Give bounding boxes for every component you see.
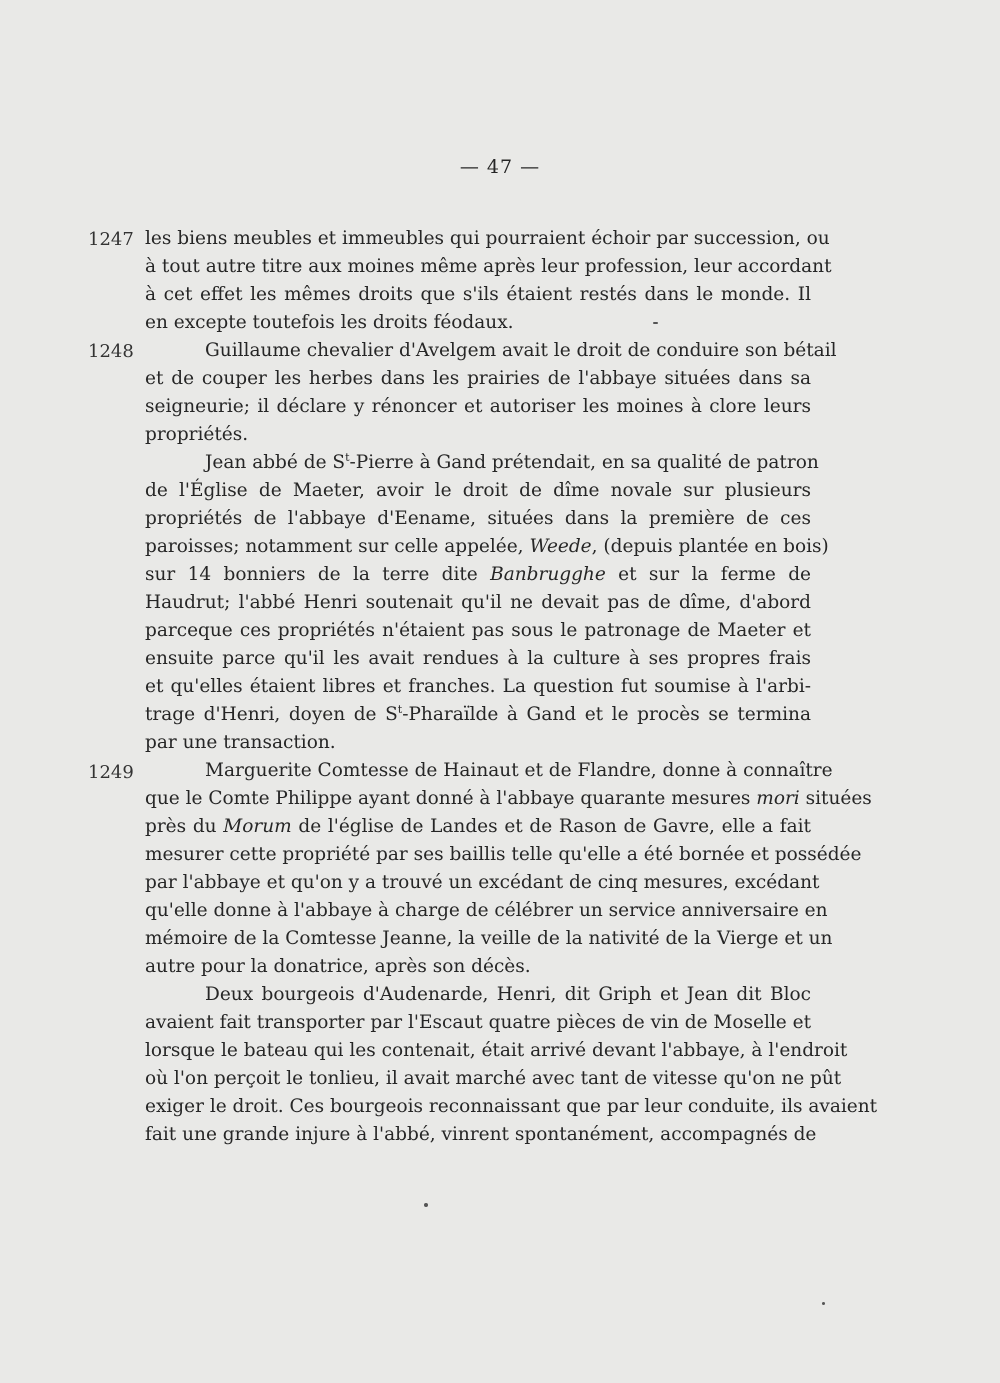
text-line: lorsque le bateau qui les contenait, était arrivé devant l'abbaye, à l'endroit: [145, 1040, 848, 1061]
margin-year: 1247: [88, 229, 134, 250]
text-line: où l'on perçoit le tonlieu, il avait marché avec tant de vitesse qu'on ne pût: [145, 1068, 842, 1089]
text-line: Deux bourgeois d'Audenarde, Henri, dit Griph et Jean dit Bloc: [205, 984, 811, 1005]
text-line: paroisses; notamment sur celle appelée, Weede, (depuis plantée en bois): [145, 536, 829, 557]
text-line: les biens meubles et immeubles qui pourraient échoir par succession, ou: [145, 228, 830, 249]
text-line: par l'abbaye et qu'on y a trouvé un excédant de cinq mesures, excédant: [145, 872, 820, 893]
text-line: de l'Église de Maeter, avoir le droit de dîme novale sur plusieurs: [145, 480, 811, 501]
text-line: sur 14 bonniers de la terre dite Banbrugghe et sur la ferme de: [145, 564, 811, 585]
text-line: en excepte toutefois les droits féodaux.: [145, 312, 514, 333]
text-line: à tout autre titre aux moines même après leur profession, leur accordant: [145, 256, 832, 277]
text-line: ensuite parce qu'il les avait rendues à la culture à ses propres frais: [145, 648, 811, 669]
margin-year: 1249: [88, 762, 134, 783]
text-line: et de couper les herbes dans les prairies de l'abbaye situées dans sa: [145, 368, 811, 389]
print-speck: [822, 1302, 825, 1305]
text-line: Guillaume chevalier d'Avelgem avait le droit de conduire son bétail: [205, 340, 837, 361]
print-speck: [653, 322, 658, 324]
text-line: et qu'elles étaient libres et franches. La question fut soumise à l'arbi-: [145, 676, 811, 697]
text-line: mesurer cette propriété par ses baillis telle qu'elle a été bornée et possédée: [145, 844, 862, 865]
text-line: propriétés.: [145, 424, 249, 445]
page-number: — 47 —: [459, 156, 541, 178]
text-line: Haudrut; l'abbé Henri soutenait qu'il ne devait pas de dîme, d'abord: [145, 592, 811, 613]
margin-year: 1248: [88, 341, 134, 362]
text-line: qu'elle donne à l'abbaye à charge de célébrer un service anniversaire en: [145, 900, 828, 921]
text-line: fait une grande injure à l'abbé, vinrent spontanément, accompagnés de: [145, 1124, 817, 1145]
text-line: trage d'Henri, doyen de $S^t$-Pharaïlde à Gand et le procès se termina: [145, 702, 811, 725]
text-line: par une transaction.: [145, 732, 336, 753]
text-line: mémoire de la Comtesse Jeanne, la veille de la nativité de la Vierge et un: [145, 928, 833, 949]
text-line: avaient fait transporter par l'Escaut quatre pièces de vin de Moselle et: [145, 1012, 811, 1033]
text-line: que le Comte Philippe ayant donné à l'abbaye quarante mesures mori situées: [145, 788, 872, 809]
text-line: Marguerite Comtesse de Hainaut et de Flandre, donne à connaître: [205, 760, 833, 781]
text-line: autre pour la donatrice, après son décès.: [145, 956, 531, 977]
text-line: à cet effet les mêmes droits que s'ils étaient restés dans le monde. Il: [145, 284, 811, 305]
text-line: propriétés de l'abbaye d'Eename, situées dans la première de ces: [145, 508, 811, 529]
text-line: Jean abbé de $S^t$-Pierre à Gand prétendait, en sa qualité de patron: [205, 450, 819, 473]
text-line: seigneurie; il déclare y rénoncer et autoriser les moines à clore leurs: [145, 396, 811, 417]
print-speck: [424, 1203, 428, 1207]
text-line: exiger le droit. Ces bourgeois reconnaissant que par leur conduite, ils avaient: [145, 1096, 878, 1117]
text-line: près du Morum de l'église de Landes et de Rason de Gavre, elle a fait: [145, 816, 811, 837]
text-line: parceque ces propriétés n'étaient pas sous le patronage de Maeter et: [145, 620, 811, 641]
